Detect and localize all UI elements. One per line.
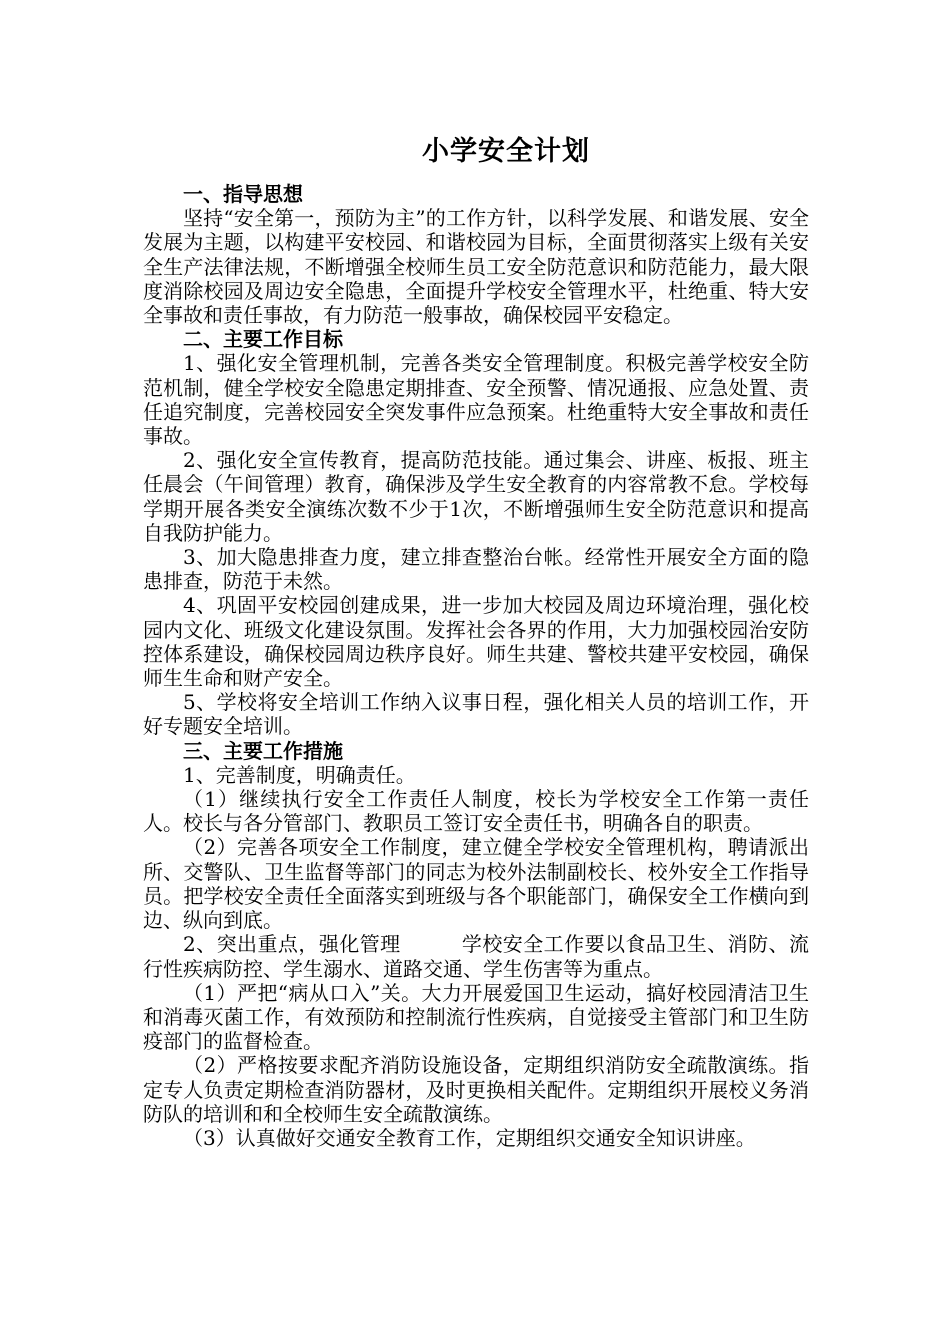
paragraph: （2）完善各项安全工作制度，建立健全学校安全管理机构，聘请派出所、交警队、卫生监督等部门的同志为校外法制副校长、校外安全工作指导员。把学校安全责任全面落实到班级与各个职能部门，确保安全工作横向到边、纵向到底。: [143, 835, 809, 933]
paragraph: （3）认真做好交通安全教育工作，定期组织交通安全知识讲座。: [183, 1125, 756, 1150]
paragraph: 2、突出重点，强化管理 学校安全工作要以食品卫生、消防、流行性疾病防控、学生溺水、道路交通、学生伤害等为重点。: [143, 932, 809, 981]
section-heading: 一、指导思想: [183, 182, 303, 206]
paragraph: （1）继续执行安全工作责任人制度，校长为学校安全工作第一责任人。校长与各分管部门、教职员工签订安全责任书，明确各自的职责。: [143, 787, 809, 836]
paragraph: 1、强化安全管理机制，完善各类安全管理制度。积极完善学校安全防范机制，健全学校安全隐患定期排查、安全预警、情况通报、应急处置、责任追究制度，完善校园安全突发事件应急预案。杜绝重特大安全事故和责任事故。: [143, 351, 809, 449]
document-page: [143, 128, 809, 1150]
paragraph: 1、完善制度，明确责任。: [183, 762, 416, 787]
paragraph: 2、强化安全宣传教育，提高防范技能。通过集会、讲座、板报、班主任晨会（午间管理）教育，确保涉及学生安全教育的内容常教不怠。学校每学期开展各类安全演练次数不少于1次，不断增强师生安全防范意识和提高自我防护能力。: [143, 448, 809, 545]
section-heading: 三、主要工作措施: [183, 738, 343, 763]
paragraph: 3、加大隐患排查力度，建立排查整治台帐。经常性开展安全方面的隐患排查，防范于未然。: [143, 545, 809, 594]
section-heading: 二、主要工作目标: [183, 327, 343, 352]
paragraph: 4、巩固平安校园创建成果，进一步加大校园及周边环境治理，强化校园内文化、班级文化建设氛围。发挥社会各界的作用，大力加强校园治安防控体系建设，确保校园周边秩序良好。师生共建、警校共建平安校园，确保师生生命和财产安全。: [143, 593, 809, 691]
paragraph: 5、学校将安全培训工作纳入议事日程，强化相关人员的培训工作，开好专题安全培训。: [143, 690, 809, 739]
paragraph: （1）严把“病从口入”关。大力开展爱国卫生运动，搞好校园清洁卫生和消毒灭菌工作，有效预防和控制流行性疾病，自觉接受主管部门和卫生防疫部门的监督检查。: [143, 980, 809, 1054]
paragraph: （2）严格按要求配齐消防设施设备，定期组织消防安全疏散演练。指定专人负责定期检查消防器材，及时更换相关配件。定期组织开展校义务消防队的培训和和全校师生安全疏散演练。: [143, 1053, 809, 1126]
page-title: 小学安全计划: [422, 136, 590, 167]
document-body: [143, 182, 809, 1150]
paragraph: 坚持“安全第一，预防为主”的工作方针，以科学发展、和谐发展、安全发展为主题，以构建平安校园、和谐校园为目标，全面贯彻落实上级有关安全生产法律法规，不断增强全校师生员工安全防范意识和防范能力，最大限度消除校园及周边安全隐患，全面提升学校安全管理水平，杜绝重、特大安全事故和责任事故，有力防范一般事故，确保校园平安稳定。: [143, 206, 809, 328]
